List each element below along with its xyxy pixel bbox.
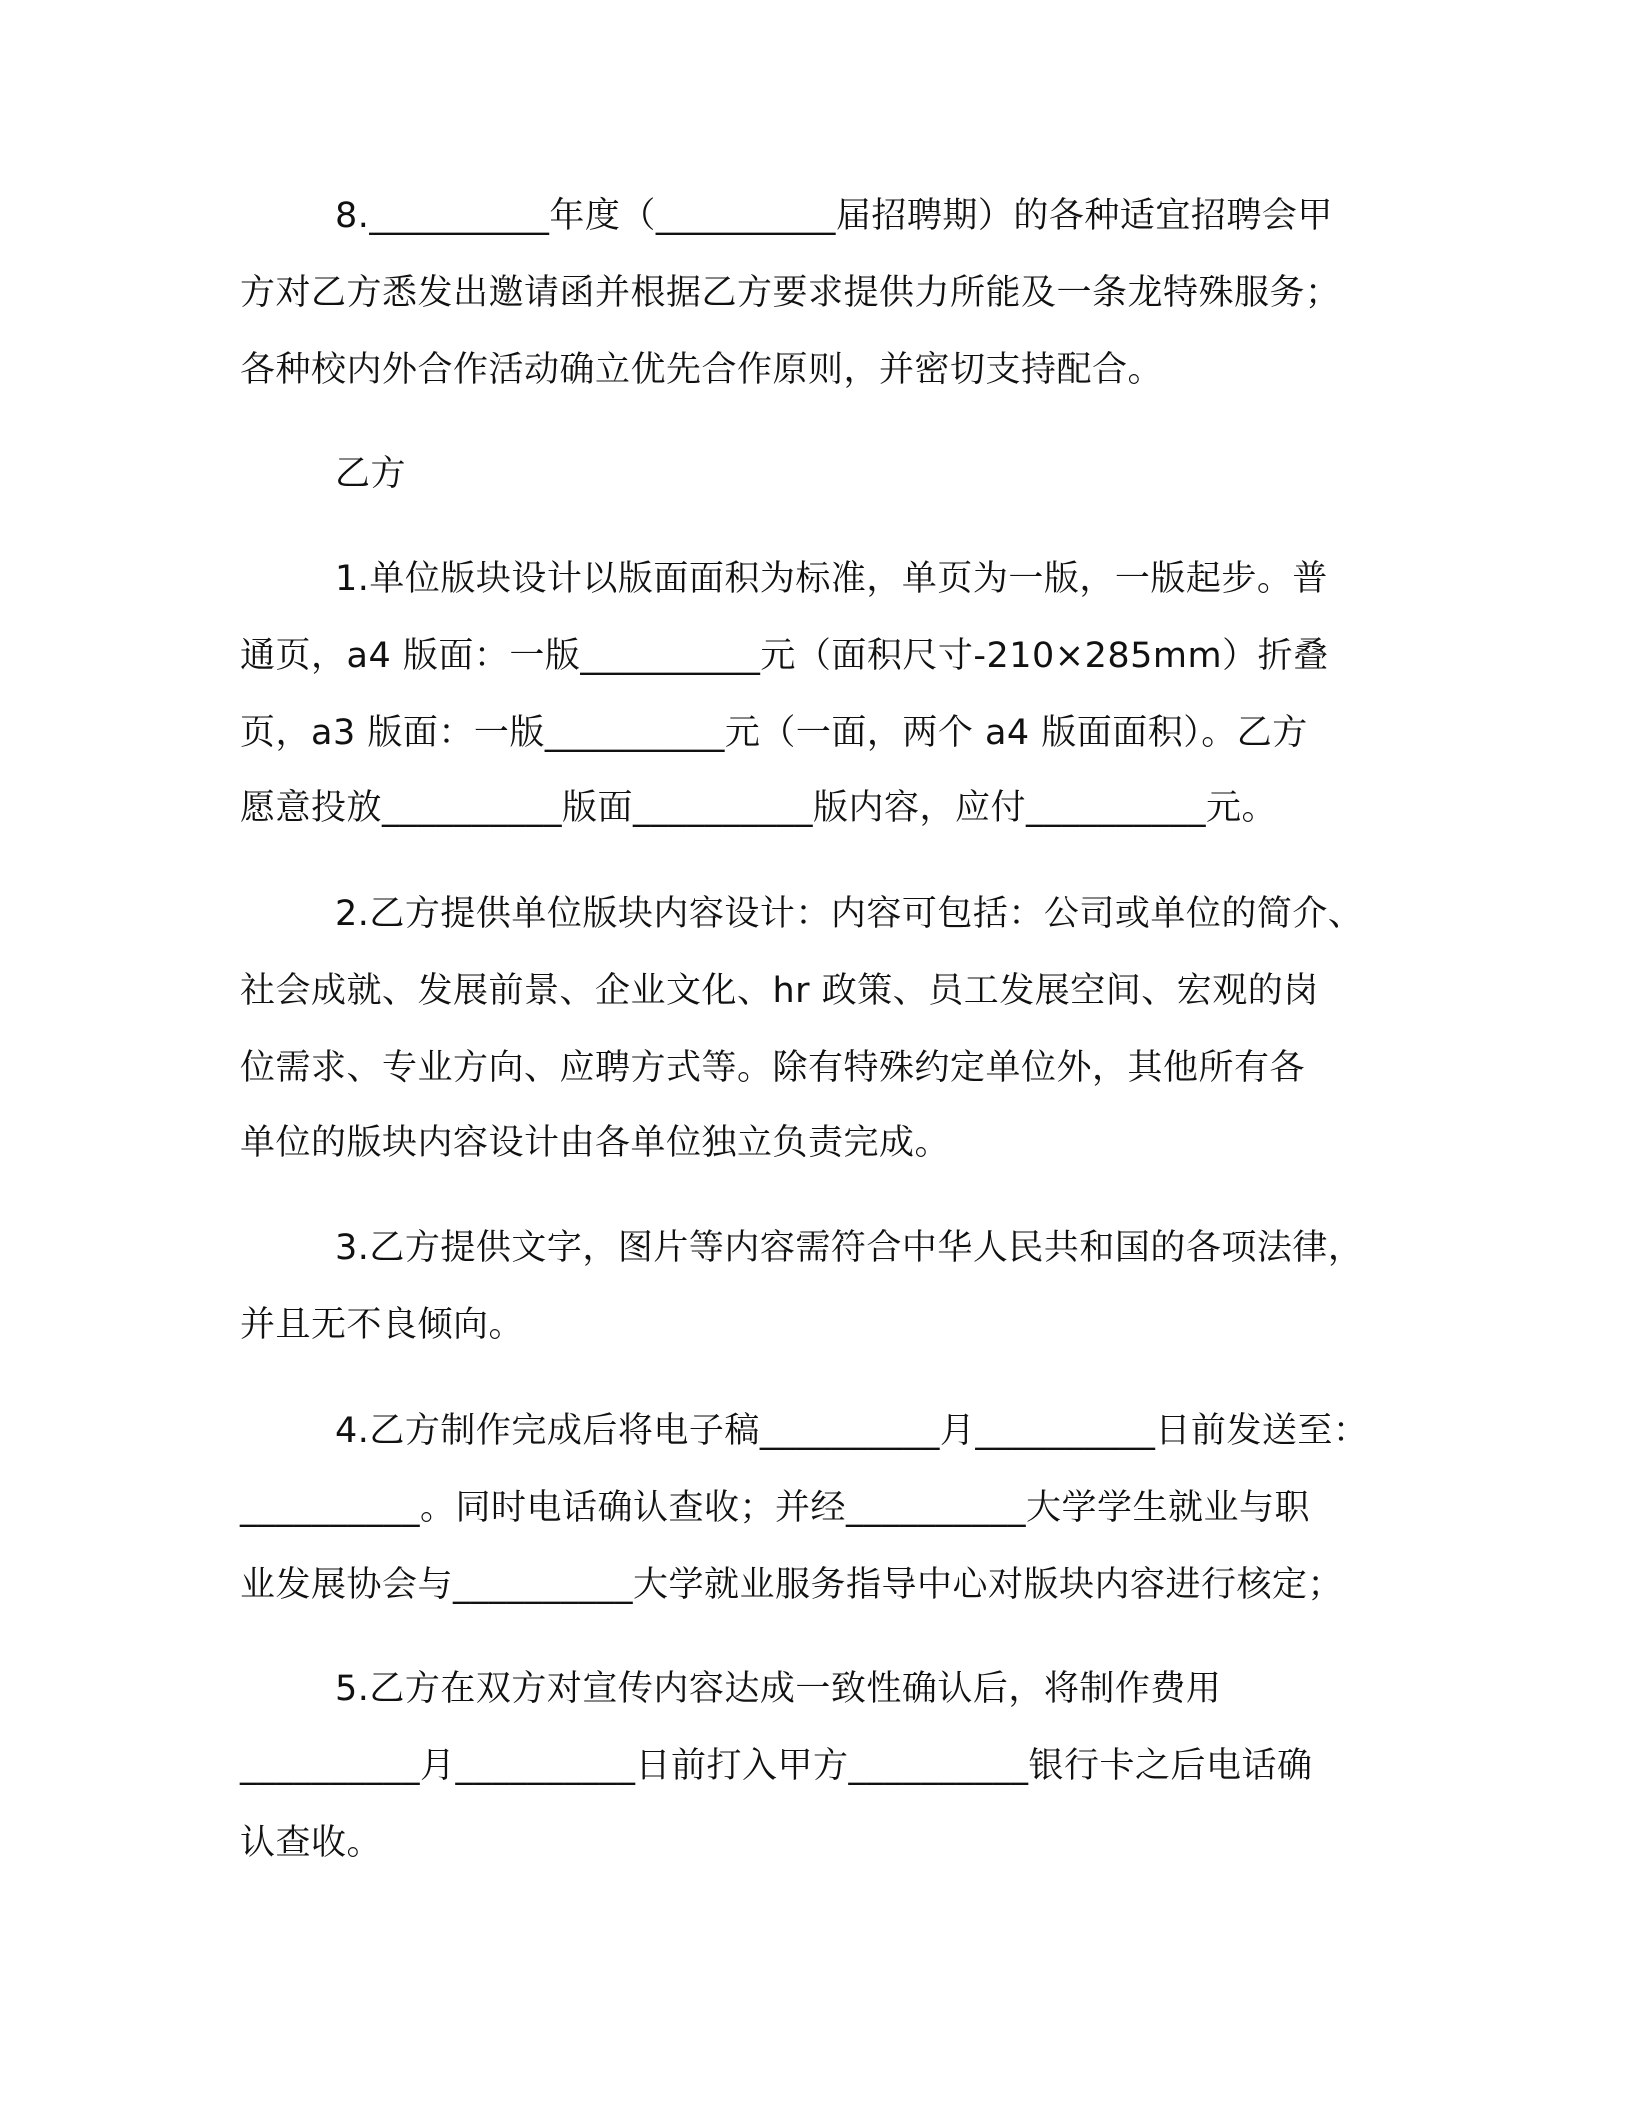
text-line: 认查收。 bbox=[240, 1823, 383, 1863]
text-line: 方对乙方悉发出邀请函并根据乙方要求提供力所能及一条龙特殊服务； bbox=[240, 273, 1341, 313]
text-line: 2.乙方提供单位版块内容设计：内容可包括：公司或单位的简介、 bbox=[335, 894, 1364, 934]
heading-text: 乙方 bbox=[335, 454, 407, 494]
text-line: 5.乙方在双方对宣传内容达成一致性确认后，将制作费用 bbox=[335, 1669, 1222, 1709]
text-line: 单位的版块内容设计由各单位独立负责完成。 bbox=[240, 1123, 951, 1163]
text-line: 通页，a4 版面：一版__________元（面积尺寸-210×285mm）折叠 bbox=[240, 636, 1329, 676]
text-line: 愿意投放__________版面__________版内容，应付__________元。 bbox=[240, 788, 1278, 828]
text-line: 社会成就、发展前景、企业文化、hr 政策、员工发展空间、宏观的岗 bbox=[240, 971, 1319, 1011]
text-line: 各种校内外合作活动确立优先合作原则，并密切支持配合。 bbox=[240, 350, 1164, 390]
text-line: 并且无不良倾向。 bbox=[240, 1305, 525, 1345]
text-line: 位需求、专业方向、应聘方式等。除有特殊约定单位外，其他所有各 bbox=[240, 1048, 1306, 1088]
text-line: 页，a3 版面：一版__________元（一面，两个 a4 版面面积）。乙方 bbox=[240, 713, 1308, 753]
text-line: __________月__________日前打入甲方__________银行卡之后电话确 bbox=[240, 1746, 1313, 1786]
text-line: 4.乙方制作完成后将电子稿__________月__________日前发送至： bbox=[335, 1411, 1369, 1451]
text-line: 3.乙方提供文字，图片等内容需符合中华人民共和国的各项法律， bbox=[335, 1228, 1364, 1268]
text-line: 1.单位版块设计以版面面积为标准，单页为一版，一版起步。普 bbox=[335, 559, 1328, 599]
text-line: __________。同时电话确认查收；并经__________大学学生就业与职 bbox=[240, 1488, 1311, 1528]
text-line: 业发展协会与__________大学就业服务指导中心对版块内容进行核定； bbox=[240, 1565, 1344, 1605]
text-line: 8.__________年度（__________届招聘期）的各种适宜招聘会甲 bbox=[335, 196, 1333, 236]
